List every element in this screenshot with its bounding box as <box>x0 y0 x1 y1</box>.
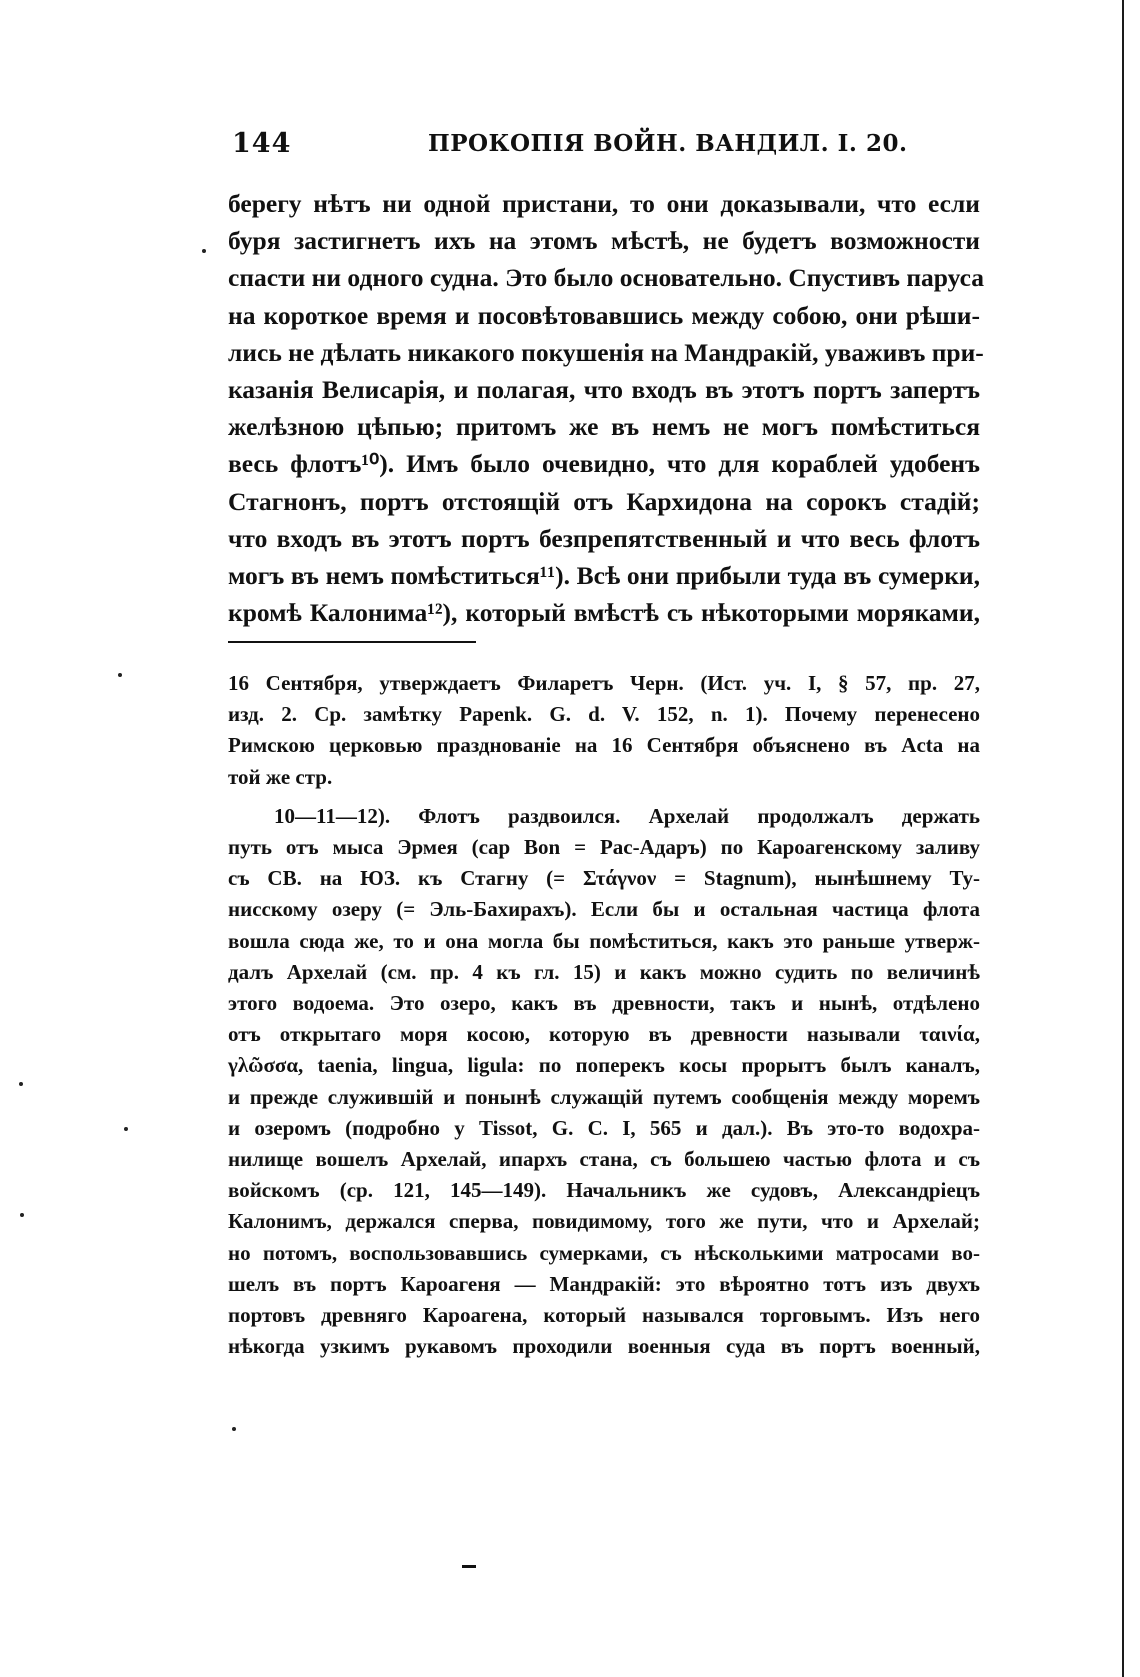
footnote-separator-rule <box>228 641 476 643</box>
footnote-line: γλῶσσα, taenia, lingua, ligula: по поперекъ косы прорытъ былъ каналъ, <box>228 1053 980 1078</box>
page-number: 144 <box>232 128 292 159</box>
text-line: казанія Велисарія, и полагая, что входъ въ этотъ портъ запертъ <box>228 375 980 405</box>
footnote-line: Римскою церковью празднованіе на 16 Сентября объяснено въ Acta на <box>228 733 980 758</box>
text-line: что входъ въ этотъ портъ безпрепятственный и что весь флотъ <box>228 523 980 553</box>
text-line: могъ въ немъ помѣститься¹¹). Всѣ они прибыли туда въ сумерки, <box>228 561 980 591</box>
footnote-line: отъ открытаго моря косою, которую въ древности называли ταινία, <box>228 1022 980 1047</box>
footnote-line: путь отъ мыса Эрмея (cap Bon = Рас-Адаръ) по Кароагенскому заливу <box>228 835 980 860</box>
footnote-line: и прежде служившій и понынѣ служащій путемъ сообщенія между моремъ <box>228 1084 980 1109</box>
footnote-line: шелъ въ портъ Кароагеня — Мандракій: это вѣроятно тотъ изъ двухъ <box>228 1271 980 1296</box>
footnote-line: 10—11—12). Флотъ раздвоился. Архелай продолжалъ держать <box>274 803 980 828</box>
speck-mark <box>202 249 206 253</box>
footnotes-section <box>228 668 980 1362</box>
footnote-line: этого водоема. Это озеро, какъ въ древности, такъ и нынѣ, отдѣлено <box>228 991 980 1016</box>
footnote-line: Калонимъ, держался сперва, повидимому, того же пути, что и Архелай; <box>228 1209 980 1234</box>
page-header <box>232 128 992 168</box>
text-line: спасти ни одного судна. Это было основательно. Спустивъ паруса <box>228 263 984 293</box>
footnote-line: но потомъ, воспользовавшись сумерками, съ нѣсколькими матросами во- <box>228 1240 980 1265</box>
text-line: кромѣ Калонима¹²), который вмѣстѣ съ нѣкоторыми моряками, <box>228 598 980 628</box>
footnote-line: нисскому озеру (= Эль-Бахирахъ). Если бы и остальная частица флота <box>228 897 980 922</box>
footnote-line: далъ Архелай (см. пр. 4 къ гл. 15) и какъ можно судить по величинѣ <box>228 959 980 984</box>
footer-ink-mark <box>462 1565 476 1568</box>
text-line: на короткое время и посовѣтовавшись между собою, они рѣши- <box>228 300 980 330</box>
text-line: желѣзною цѣпью; притомъ же въ немъ не могъ помѣститься <box>228 412 980 442</box>
speck-mark <box>20 1213 24 1217</box>
footnote-line: войскомъ (ср. 121, 145—149). Начальникъ же судовъ, Александріецъ <box>228 1178 980 1203</box>
footnote-line: нѣкогда узкимъ рукавомъ проходили военныя суда въ портъ военный, <box>228 1334 980 1359</box>
footnote-line: нилище вошелъ Архелай, ипархъ стана, съ большею частью флота и съ <box>228 1147 980 1172</box>
main-text-body <box>228 185 984 631</box>
speck-mark <box>19 1082 23 1086</box>
text-line: лись не дѣлать никакого покушенія на Мандракій, уваживъ при- <box>228 337 984 367</box>
footnote-line: съ СВ. на ЮЗ. къ Стагну (= Στάγνον = Stagnum), нынѣшнему Ту- <box>228 866 980 891</box>
speck-mark <box>118 673 122 677</box>
footnote-line: изд. 2. Ср. замѣтку Papenk. G. d. V. 152, n. 1). Почему перенесено <box>228 702 980 727</box>
page-edge-line <box>1122 0 1124 1677</box>
footnote-line: портовъ древняго Кароагена, который назывался торговымъ. Изъ него <box>228 1303 980 1328</box>
text-line: берегу нѣтъ ни одной пристани, то они доказывали, что если <box>228 189 980 218</box>
running-title: ПРОКОПІЯ ВОЙН. ВАНДИЛ. I. 20. <box>428 130 908 157</box>
footnote-line: 16 Сентября, утверждаетъ Филаретъ Черн. (Ист. уч. I, § 57, пр. 27, <box>228 671 980 695</box>
text-line: весь флотъ¹⁰). Имъ было очевидно, что для кораблей удобенъ <box>228 449 980 479</box>
footnote-line: той же стр. <box>228 764 333 789</box>
footnote-line: и озеромъ (подробно у Tissot, G. C. I, 565 и дал.). Въ это-то водохра- <box>228 1115 980 1140</box>
text-line: буря застигнетъ ихъ на этомъ мѣстѣ, не будетъ возможности <box>228 226 980 256</box>
paragraph-gap <box>228 793 980 801</box>
footnote-line: вошла сюда же, то и она могла бы помѣститься, какъ это раньше утверж- <box>228 928 980 953</box>
speck-mark <box>232 1427 236 1431</box>
speck-mark <box>124 1127 128 1131</box>
text-line: Стагнонъ, портъ отстоящій отъ Кархидона на сорокъ стадій; <box>228 486 980 516</box>
